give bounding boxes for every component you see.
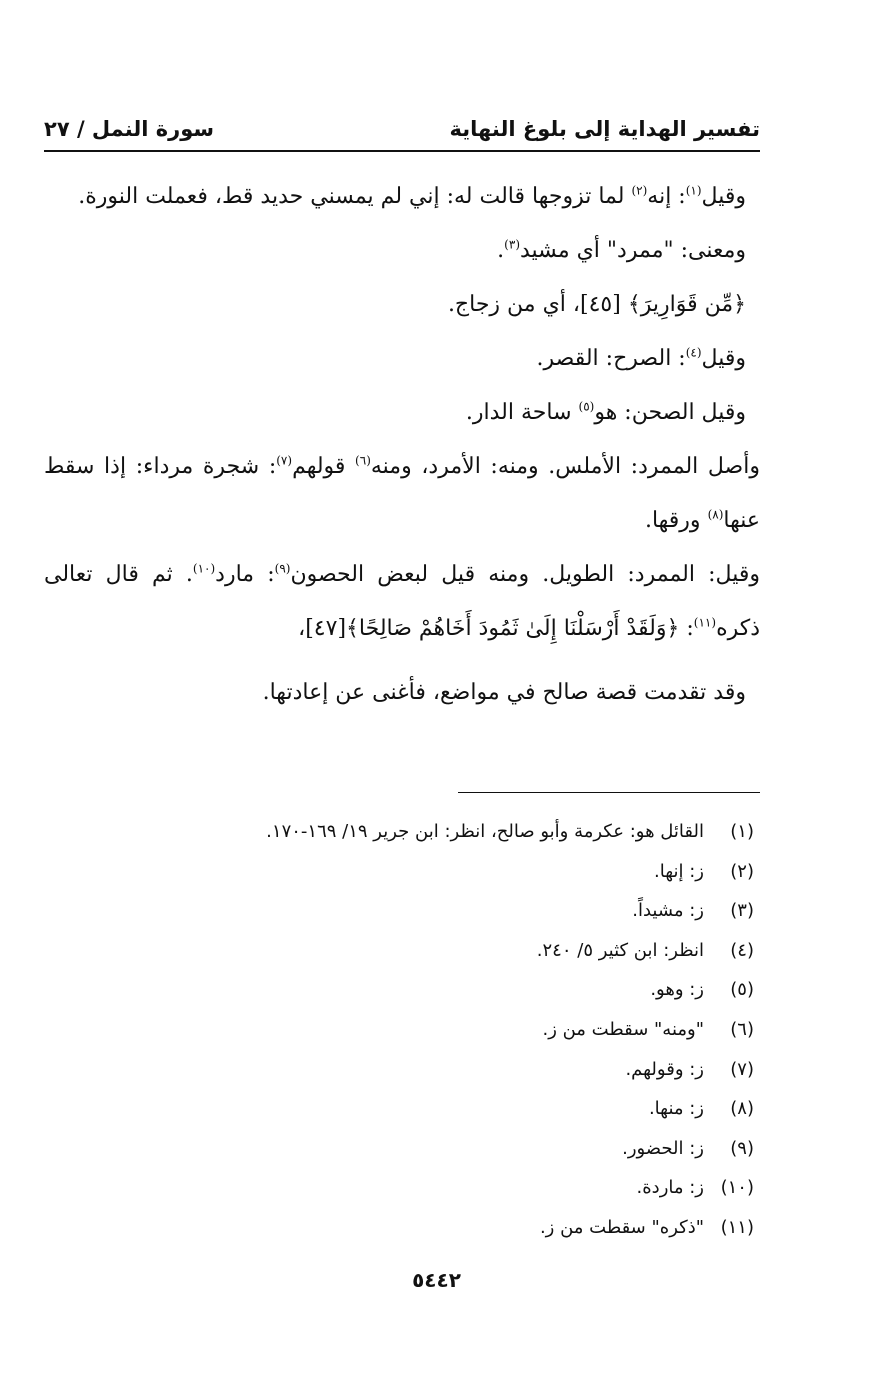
footnote-text: ز: إنها.: [654, 860, 704, 882]
footnote-divider: [458, 792, 760, 793]
footnote-ref-11: (١١): [693, 615, 717, 630]
footnotes-list: [44, 812, 760, 1248]
footnote-number: (٦): [730, 1018, 754, 1040]
footnote-ref-7: (٧): [276, 453, 293, 468]
quran-verse: ﴿مِّن قَوَارِيرَ﴾: [627, 292, 746, 317]
footnote-text: ز: مشيداً.: [632, 900, 704, 922]
page-number: ٥٤٤٢: [412, 1268, 461, 1292]
footnote-number: (١): [730, 821, 754, 842]
book-title: تفسير الهداية إلى بلوغ النهاية: [449, 117, 760, 141]
footnote-item: [44, 931, 754, 971]
footnote-item: [44, 1208, 754, 1248]
footnote-ref-5: (٥): [578, 399, 595, 414]
footnote-item: [44, 1050, 754, 1090]
footnote-text: ز: الحضور.: [622, 1137, 704, 1159]
header-divider: [44, 150, 760, 152]
footnote-number: (٣): [730, 900, 754, 922]
footnote-number: (٢): [730, 860, 754, 882]
footnote-ref-2: (٢): [631, 183, 648, 198]
main-text: [44, 170, 760, 720]
running-header: [44, 112, 760, 146]
paragraph-4: وقيل$^{(٤)}$: الصرح: القصر.: [536, 345, 746, 371]
footnote-text: ز: ماردة.: [636, 1177, 704, 1199]
paragraph-1: وقيل$^{(١)}$: إنه$^{(٢)}$ لما تزوجها قالت له: إني لم يمسني حديد قط، فعملت النورة.: [78, 183, 746, 209]
paragraph-5: وقيل الصحن: هو$^{(٥)}$ ساحة الدار.: [465, 399, 746, 425]
paragraph-2: ومعنى: "ممرد" أي مشيد$^{(٣)}$.: [497, 237, 746, 263]
footnote-item: [44, 1010, 754, 1050]
footnote-ref-10: (١٠): [192, 561, 216, 576]
footnote-number: (٨): [730, 1098, 754, 1120]
footnote-text: "ذكره" سقطت من ز.: [539, 1216, 704, 1238]
footnote-ref-6: (٦): [355, 453, 371, 468]
footnote-text: انظر: ابن كثير ٥/ ٢٤٠.: [536, 939, 704, 961]
footnote-ref-1: (١): [685, 183, 702, 198]
footnote-ref-4: (٤): [685, 345, 702, 360]
footnote-item: [44, 1089, 754, 1129]
footnote-item: [44, 852, 754, 892]
footnote-number: (٤): [730, 939, 754, 961]
footnote-item: [44, 812, 754, 852]
footnote-number: (١١): [720, 1216, 754, 1238]
paragraph-3: ﴿مِّن قَوَارِيرَ﴾ [٤٥]، أي من زجاج.: [447, 292, 746, 317]
footnote-number: (٧): [730, 1058, 754, 1080]
paragraph-6: وأصل الممرد: الأملس. ومنه: الأمرد، ومنه$^{(٦)}$ قولهم$^{(٧)}$: شجرة مرداء: إذا سقط عنها$^{(٨)}$ ورقها.: [44, 453, 760, 533]
footnote-text: ز: وهو.: [650, 979, 704, 1001]
footnote-text: ز: وقولهم.: [625, 1058, 704, 1080]
surah-label: سورة النمل / ٢٧: [44, 117, 215, 141]
footnote-item: [44, 891, 754, 931]
footnote-text: ز: منها.: [648, 1098, 704, 1120]
footnote-number: (٥): [730, 979, 754, 1001]
footnote-text: القائل هو: عكرمة وأبو صالح، انظر: ابن جرير ١٩/ ١٦٩-١٧٠.: [266, 821, 704, 842]
footnote-item: [44, 1129, 754, 1169]
footnote-item: [44, 1168, 754, 1208]
footnote-ref-8: (٨): [707, 507, 724, 522]
quran-verse: ﴿وَلَقَدْ أَرْسَلْنَا إِلَىٰ ثَمُودَ أَخَاهُمْ صَالِحًا﴾: [346, 616, 680, 641]
footnote-text: "ومنه" سقطت من ز.: [542, 1018, 704, 1040]
footnote-number: (٩): [730, 1137, 754, 1159]
footnote-number: (١٠): [720, 1177, 754, 1199]
footnote-item: [44, 970, 754, 1010]
footnote-ref-9: (٩): [274, 561, 291, 576]
paragraph-8: وقد تقدمت قصة صالح في مواضع، فأغنى عن إعادتها.: [262, 680, 746, 705]
footnote-ref-3: (٣): [504, 237, 520, 252]
paragraph-7: وقيل: الممرد: الطويل. ومنه قيل لبعض الحصون$^{(٩)}$: مارد$^{(١٠)}$. ثم قال تعالى ذكره$^{(١١)}$: ﴿وَلَقَدْ أَرْسَلْنَا إِلَىٰ ثَمُودَ أَخَاهُمْ صَالِحًا﴾[٤٧]،: [44, 561, 760, 641]
